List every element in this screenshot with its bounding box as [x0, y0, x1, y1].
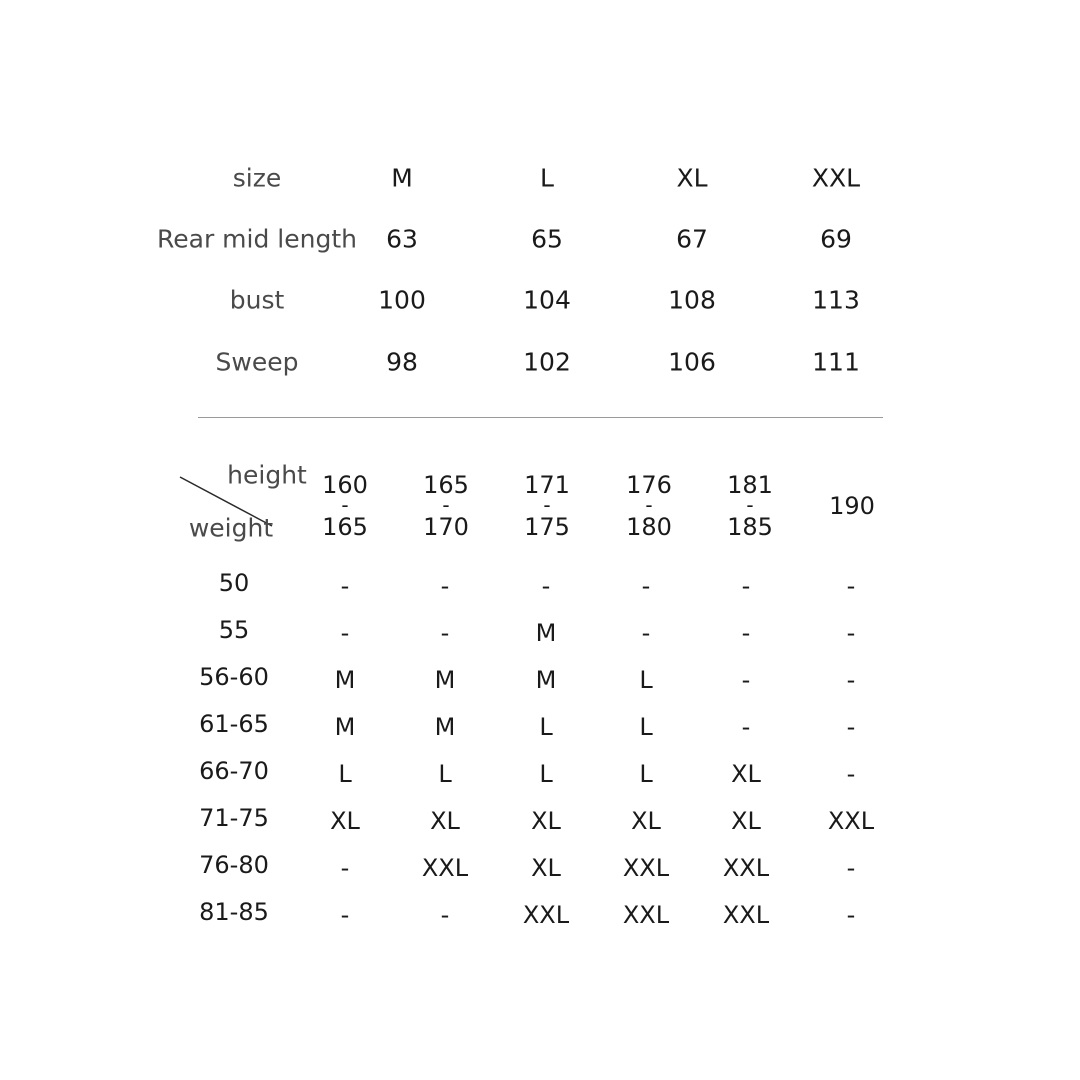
size-header-l: L — [540, 163, 554, 193]
table-cell: XXL — [622, 901, 670, 929]
table-cell: XXL — [622, 854, 670, 882]
table-cell: 102 — [523, 347, 571, 377]
height-range-end: 170 — [423, 513, 469, 541]
weight-row-label: 55 — [218, 616, 250, 644]
table-cell: 98 — [386, 347, 418, 377]
height-column-header — [727, 473, 773, 539]
weight-row-label: 56-60 — [199, 663, 269, 691]
height-range-separator: - — [442, 493, 450, 517]
weight-row-label: 81-85 — [199, 898, 269, 926]
height-range-end: 180 — [626, 513, 672, 541]
height-range-start: 160 — [322, 471, 368, 499]
table-cell: - — [440, 619, 450, 647]
weight-row-label: 50 — [218, 569, 250, 597]
table-cell: M — [535, 619, 557, 647]
table-cell: 104 — [523, 285, 571, 315]
height-column-header-190: 190 — [829, 492, 875, 520]
height-range-start: 181 — [727, 471, 773, 499]
table-cell: L — [539, 713, 553, 741]
height-column-header — [322, 473, 368, 539]
height-range-end: 175 — [524, 513, 570, 541]
table-cell: L — [338, 760, 352, 788]
table-cell: M — [434, 666, 456, 694]
table-cell: - — [846, 572, 856, 600]
row-label-bust: bust — [229, 285, 285, 315]
table-cell: - — [846, 666, 856, 694]
size-header-label: size — [232, 163, 282, 193]
height-range-separator: - — [341, 493, 349, 517]
weight-row-label: 66-70 — [199, 757, 269, 785]
table-cell: XL — [531, 807, 561, 835]
size-header-xl: XL — [676, 163, 708, 193]
corner-label-height: height — [227, 460, 307, 490]
table-cell: XL — [731, 760, 761, 788]
height-range-end: 165 — [322, 513, 368, 541]
table-cell: XL — [531, 854, 561, 882]
table-cell: 65 — [531, 224, 563, 254]
table-cell: - — [846, 760, 856, 788]
table-cell: 69 — [820, 224, 852, 254]
table-cell: - — [440, 901, 450, 929]
table-cell: XXL — [421, 854, 469, 882]
table-cell: 111 — [812, 347, 860, 377]
height-range-separator: - — [746, 493, 754, 517]
table-cell: L — [639, 666, 653, 694]
table-cell: 67 — [676, 224, 708, 254]
height-range-start: 176 — [626, 471, 672, 499]
table-cell: XL — [430, 807, 460, 835]
height-range-start: 165 — [423, 471, 469, 499]
table-cell: - — [340, 619, 350, 647]
table-cell: - — [846, 901, 856, 929]
height-range-start: 171 — [524, 471, 570, 499]
table-cell: - — [541, 572, 551, 600]
table-cell: XXL — [722, 901, 770, 929]
height-range-separator: - — [543, 493, 551, 517]
table-cell: - — [440, 572, 450, 600]
table-cell: M — [535, 666, 557, 694]
row-label-sweep: Sweep — [215, 347, 299, 377]
size-header-xxl: XXL — [811, 163, 861, 193]
table-cell: - — [846, 713, 856, 741]
corner-label-weight: weight — [188, 513, 274, 543]
height-range-separator: - — [645, 493, 653, 517]
table-cell: L — [438, 760, 452, 788]
table-cell: M — [334, 713, 356, 741]
height-range-end: 185 — [727, 513, 773, 541]
table-cell: L — [639, 760, 653, 788]
table-cell: L — [539, 760, 553, 788]
table-cell: 63 — [386, 224, 418, 254]
table-cell: - — [340, 854, 350, 882]
table-cell: 113 — [812, 285, 860, 315]
size-header-m: M — [391, 163, 413, 193]
table-cell: - — [641, 572, 651, 600]
weight-row-label: 71-75 — [199, 804, 269, 832]
table-cell: - — [741, 713, 751, 741]
table-cell: XL — [731, 807, 761, 835]
table-cell: XXL — [522, 901, 570, 929]
table-cell: - — [846, 619, 856, 647]
table-cell: XXL — [827, 807, 875, 835]
table-cell: 106 — [668, 347, 716, 377]
weight-row-label: 61-65 — [199, 710, 269, 738]
table-cell: M — [334, 666, 356, 694]
table-cell: - — [741, 619, 751, 647]
weight-row-label: 76-80 — [199, 851, 269, 879]
table-cell: - — [741, 666, 751, 694]
row-label-rear-mid-length: Rear mid length — [157, 224, 357, 254]
table-cell: XL — [330, 807, 360, 835]
height-column-header — [423, 473, 469, 539]
table-cell: 108 — [668, 285, 716, 315]
table-cell: M — [434, 713, 456, 741]
table-cell: - — [741, 572, 751, 600]
table-cell: XXL — [722, 854, 770, 882]
table-cell: - — [846, 854, 856, 882]
height-column-header — [626, 473, 672, 539]
table-cell: - — [641, 619, 651, 647]
height-column-header — [524, 473, 570, 539]
table-cell: - — [340, 901, 350, 929]
table-cell: 100 — [378, 285, 426, 315]
table-cell: XL — [631, 807, 661, 835]
table-cell: - — [340, 572, 350, 600]
table-cell: L — [639, 713, 653, 741]
